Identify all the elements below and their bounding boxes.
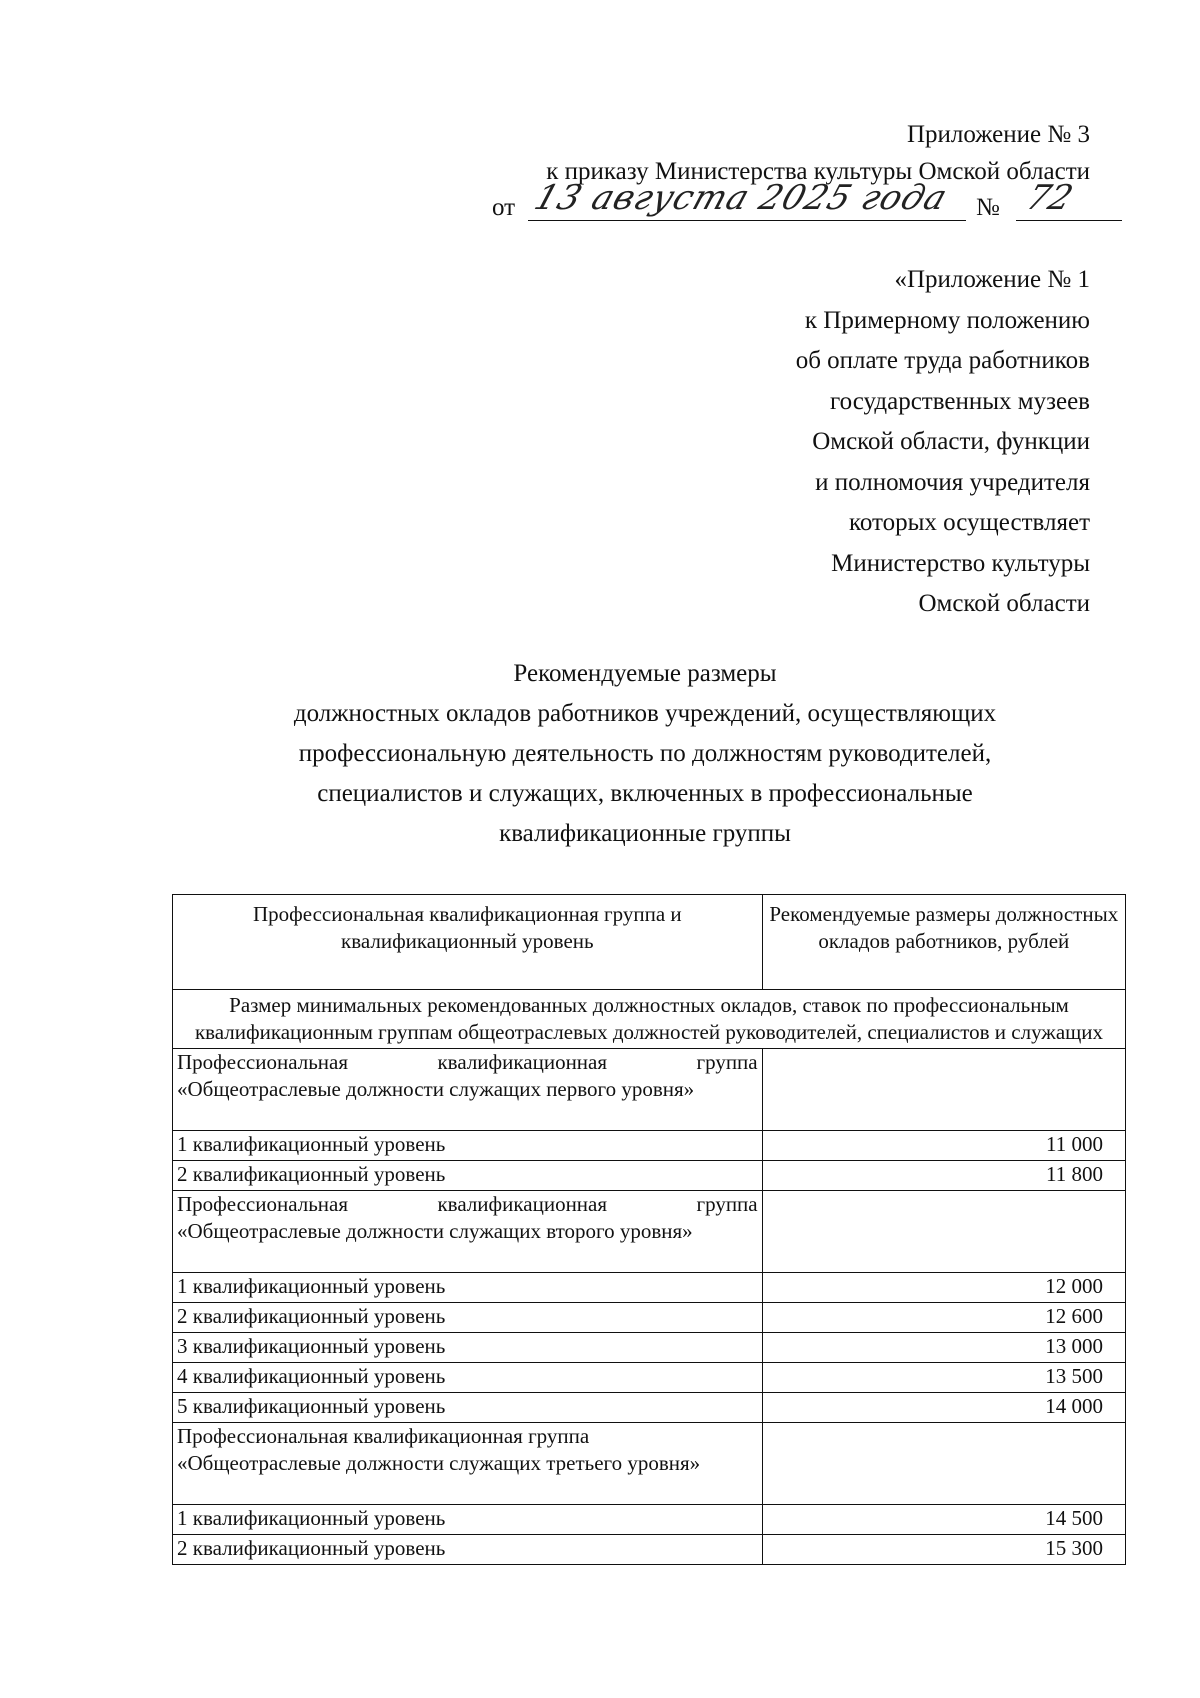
table-row — [173, 1535, 1126, 1565]
appendix-line: государственных музеев — [829, 387, 1090, 415]
title-line: профессиональную деятельность по должностям руководителей, — [298, 740, 992, 767]
level-label: 2 квалификационный уровень — [173, 1161, 763, 1191]
appendix-reference-block — [796, 260, 1090, 625]
level-salary: 11 800 — [762, 1161, 1125, 1191]
appendix-line: Омской области, функции — [812, 428, 1090, 455]
appendix-line: и полномочия учредителя — [815, 468, 1090, 496]
appendix-line: Омской области — [918, 590, 1090, 617]
appendix-line: которых осуществляет — [848, 509, 1090, 536]
title-line: специалистов и служащих, включенных в профессиональные — [317, 780, 973, 807]
level-salary: 12 600 — [762, 1303, 1125, 1333]
level-salary: 13 500 — [762, 1363, 1125, 1393]
level-salary: 15 300 — [762, 1535, 1125, 1565]
handwritten-date: 13 августа 2025 года — [529, 178, 953, 218]
level-salary: 13 000 — [762, 1333, 1125, 1363]
section-row — [173, 990, 1126, 1049]
table-row — [173, 1363, 1126, 1393]
date-underline — [528, 220, 966, 221]
from-label: от — [492, 194, 516, 221]
level-salary: 14 500 — [762, 1505, 1125, 1535]
appendix-line: об оплате труда работников — [795, 347, 1090, 374]
level-label: 2 квалификационный уровень — [173, 1303, 763, 1333]
table-row — [173, 1161, 1126, 1191]
group-value-empty — [762, 1423, 1125, 1505]
number-label: № — [976, 194, 1000, 221]
appendix-number: Приложение № 3 — [906, 121, 1090, 148]
table-row — [173, 1505, 1126, 1535]
level-label: 1 квалификационный уровень — [173, 1505, 763, 1535]
group-row — [173, 1423, 1126, 1505]
order-reference: к приказу Министерства культуры Омской области — [546, 158, 1090, 185]
group-name: Профессиональная квалификационная группа «Общеотраслевые должности служащих первого уровня» — [173, 1049, 763, 1131]
header-col-salary: Рекомендуемые размеры должностных окладов работников, рублей — [762, 895, 1125, 990]
table-row — [173, 1303, 1126, 1333]
level-salary: 14 000 — [762, 1393, 1125, 1423]
group-value-empty — [762, 1191, 1125, 1273]
section-title: Размер минимальных рекомендованных должностных окладов, ставок по профессиональным квалификационным группам общеотраслевых должностей руководителей, специалистов и служащих — [173, 990, 1126, 1049]
title-line: квалификационные группы — [499, 820, 791, 847]
level-label: 5 квалификационный уровень — [173, 1393, 763, 1423]
level-label: 2 квалификационный уровень — [173, 1535, 763, 1565]
table-row — [173, 1333, 1126, 1363]
level-label: 3 квалификационный уровень — [173, 1333, 763, 1363]
table-row — [173, 1393, 1126, 1423]
document-title — [160, 654, 1130, 854]
appendix-line: Министерство культуры — [831, 549, 1090, 577]
group-value-empty — [762, 1049, 1125, 1131]
header-col-group: Профессиональная квалификационная группа и квалификационный уровень — [173, 895, 763, 990]
appendix-line: к Примерному положению — [804, 306, 1090, 334]
level-salary: 12 000 — [762, 1273, 1125, 1303]
table-row — [173, 1273, 1126, 1303]
title-line: должностных окладов работников учреждений, осуществляющих — [293, 700, 997, 727]
number-underline — [1016, 220, 1122, 221]
table-header-row — [173, 895, 1126, 990]
appendix-line: «Приложение № 1 — [894, 266, 1090, 293]
level-label: 1 квалификационный уровень — [173, 1131, 763, 1161]
title-line: Рекомендуемые размеры — [513, 660, 777, 687]
salary-table — [172, 894, 1126, 1565]
group-row — [173, 1191, 1126, 1273]
table-row — [173, 1131, 1126, 1161]
handwritten-number: 72 — [1021, 178, 1078, 218]
group-name: Профессиональная квалификационная группа «Общеотраслевые должности служащих третьего уровня» — [173, 1423, 763, 1505]
group-name: Профессиональная квалификационная группа «Общеотраслевые должности служащих второго уровня» — [173, 1191, 763, 1273]
group-row — [173, 1049, 1126, 1131]
level-salary: 11 000 — [762, 1131, 1125, 1161]
order-date-line — [492, 178, 1122, 226]
level-label: 1 квалификационный уровень — [173, 1273, 763, 1303]
level-label: 4 квалификационный уровень — [173, 1363, 763, 1393]
